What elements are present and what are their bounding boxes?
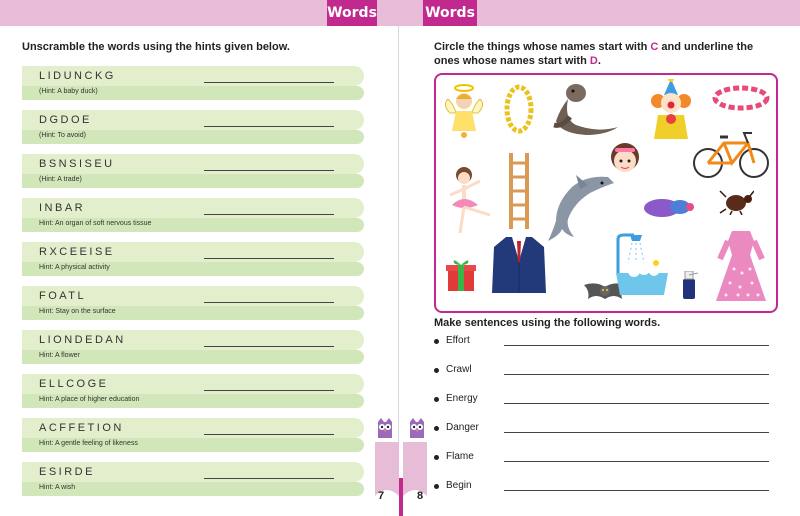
angel-picture[interactable] [442, 83, 486, 139]
page-number-right: 8 [417, 490, 424, 502]
scrambled-word: ACFFETION [39, 422, 124, 434]
answer-line[interactable] [204, 82, 334, 83]
word-item [22, 66, 364, 102]
section-tab-left: Words [327, 0, 377, 26]
letter-c: C [650, 41, 659, 53]
sentence-word: Begin [446, 480, 472, 491]
sentence-item [434, 362, 774, 382]
answer-line[interactable] [204, 170, 334, 171]
section-tab-right: Words [423, 0, 477, 26]
sentences-instruction: Make sentences using the following words. [434, 317, 661, 329]
seal-picture[interactable] [546, 81, 622, 137]
answer-line[interactable] [204, 302, 334, 303]
word-item [22, 198, 364, 234]
scrambled-word: ESIRDE [39, 466, 95, 478]
word-hint: Hint: A flower [39, 352, 80, 359]
unscramble-instruction: Unscramble the words using the hints given below. [22, 41, 290, 53]
scrambled-word: DGDOE [39, 114, 92, 126]
word-hint: Hint: A place of higher education [39, 396, 140, 403]
beetle-picture[interactable] [718, 187, 754, 215]
bullet-icon [434, 397, 439, 402]
hoop-picture[interactable] [712, 83, 770, 113]
sentence-line[interactable] [504, 403, 769, 404]
answer-line[interactable] [204, 214, 334, 215]
sentence-item [434, 391, 774, 411]
word-hint: Hint: A wish [39, 484, 76, 491]
answer-line[interactable] [204, 346, 334, 347]
sentence-word: Effort [446, 335, 470, 346]
sentence-line[interactable] [504, 345, 769, 346]
ladder-picture[interactable] [508, 153, 530, 229]
circle-instruction [434, 40, 779, 68]
scrambled-word: BSNSISEU [39, 158, 115, 170]
answer-line[interactable] [204, 434, 334, 435]
page-number-bar [373, 438, 429, 516]
dancer-picture[interactable] [446, 165, 498, 237]
instruction-text-1: Circle the things whose names start with [434, 41, 651, 53]
sentence-item [434, 478, 774, 498]
word-item [22, 418, 364, 454]
sentence-word: Flame [446, 451, 474, 462]
owl-icon [376, 418, 394, 440]
jacket-picture[interactable] [492, 235, 546, 295]
sentence-word: Energy [446, 393, 478, 404]
word-hint: Hint: Stay on the surface [39, 308, 116, 315]
word-hint: Hint: A gentle feeling of likeness [39, 440, 138, 447]
bullet-icon [434, 368, 439, 373]
word-hint: (Hint: To avoid) [39, 132, 86, 139]
picture-box [434, 73, 778, 313]
scrambled-word: FOATL [39, 290, 87, 302]
bathtub-picture[interactable] [614, 233, 670, 305]
scrambled-word: LIDUNCKG [39, 70, 116, 82]
sentence-line[interactable] [504, 432, 769, 433]
word-item [22, 330, 364, 366]
clown-picture[interactable] [648, 79, 694, 143]
answer-line[interactable] [204, 258, 334, 259]
chain-picture[interactable] [502, 83, 536, 135]
answer-line[interactable] [204, 126, 334, 127]
word-hint: (Hint: A trade) [39, 176, 82, 183]
dress-picture[interactable] [714, 229, 768, 305]
bullet-icon [434, 426, 439, 431]
sentence-item [434, 420, 774, 440]
word-item [22, 374, 364, 410]
scrambled-word: RXCEEISE [39, 246, 115, 258]
sentence-word: Danger [446, 422, 479, 433]
instruction-end: . [597, 55, 601, 67]
purse-picture[interactable] [640, 193, 696, 221]
bottle-picture[interactable] [680, 271, 698, 301]
word-hint: (Hint: A baby duck) [39, 88, 98, 95]
word-item [22, 154, 364, 190]
gift-picture[interactable] [446, 257, 476, 293]
bullet-icon [434, 484, 439, 489]
bullet-icon [434, 455, 439, 460]
instruction-text-2: and underline the ones whose names start with [434, 41, 754, 67]
sentence-line[interactable] [504, 461, 769, 462]
word-item [22, 242, 364, 278]
answer-line[interactable] [204, 478, 334, 479]
scrambled-word: INBAR [39, 202, 86, 214]
word-hint: Hint: An organ of soft nervous tissue [39, 220, 152, 227]
sentence-line[interactable] [504, 490, 769, 491]
page-bar-graphic [373, 438, 429, 516]
bullet-icon [434, 339, 439, 344]
word-item [22, 462, 364, 498]
page-number-left: 7 [378, 490, 385, 502]
dolphin-picture[interactable] [546, 169, 616, 243]
answer-line[interactable] [204, 390, 334, 391]
scrambled-word: LIONDEDAN [39, 334, 126, 346]
sentence-word: Crawl [446, 364, 472, 375]
letter-d: D [589, 55, 598, 67]
scrambled-word: ELLCOGE [39, 378, 109, 390]
sentence-item [434, 333, 774, 353]
sentence-line[interactable] [504, 374, 769, 375]
cycle-picture[interactable] [692, 129, 772, 181]
header-band [0, 0, 800, 26]
word-hint: Hint: A physical activity [39, 264, 110, 271]
sentence-item [434, 449, 774, 469]
owl-icon [408, 418, 426, 440]
word-item [22, 286, 364, 322]
word-item [22, 110, 364, 146]
